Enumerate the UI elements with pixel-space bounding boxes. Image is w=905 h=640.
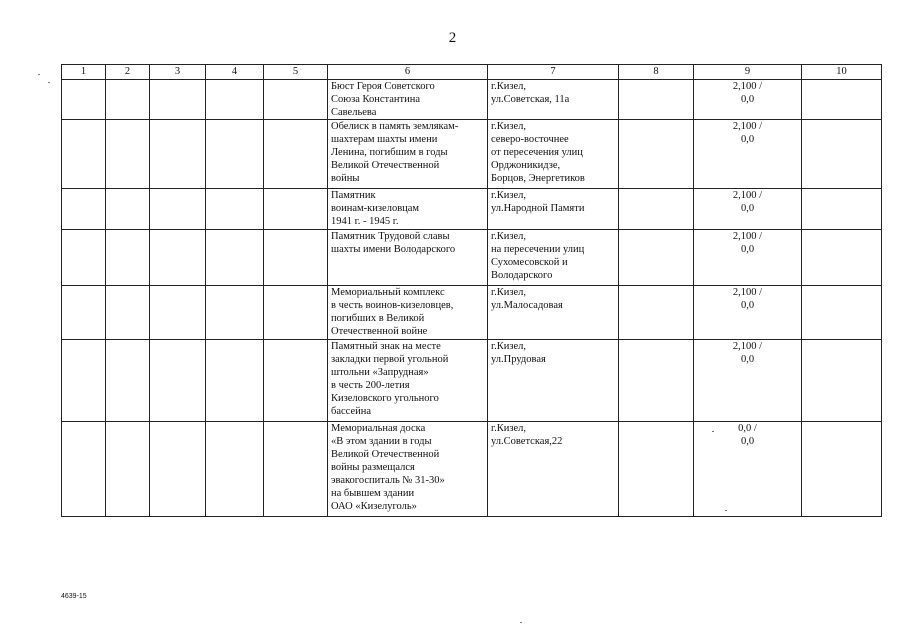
empty-cell (106, 80, 150, 120)
empty-cell (150, 230, 206, 286)
monument-name: Обелиск в память землякам- шахтерам шахты имени Ленина, погибшим в годы Великой Отечественной войны (328, 120, 488, 189)
monument-address: г.Кизел, ул.Малосадовая (488, 286, 619, 340)
empty-cell (264, 80, 328, 120)
scan-speck (48, 82, 50, 83)
empty-cell (150, 120, 206, 189)
empty-cell (264, 120, 328, 189)
column-number-cell: 5 (264, 65, 328, 80)
empty-cell (802, 80, 882, 120)
scan-speck (725, 510, 727, 511)
monument-value: 2,100 / 0,0 (694, 230, 802, 286)
monument-address: г.Кизел, ул.Советская,22 (488, 422, 619, 517)
table-row (62, 189, 882, 230)
empty-cell (206, 80, 264, 120)
empty-cell (619, 286, 694, 340)
empty-cell (264, 189, 328, 230)
monument-value: 2,100 / 0,0 (694, 286, 802, 340)
table-row (62, 286, 882, 340)
empty-cell (150, 422, 206, 517)
monument-value: 0,0 / 0,0 (694, 422, 802, 517)
monuments-table (61, 64, 882, 517)
empty-cell (106, 422, 150, 517)
monument-name: Памятник воинам-кизеловцам 1941 г. - 1945 г. (328, 189, 488, 230)
empty-cell (62, 340, 106, 422)
empty-cell (106, 189, 150, 230)
empty-cell (619, 189, 694, 230)
empty-cell (802, 230, 882, 286)
empty-cell (802, 189, 882, 230)
column-number-cell: 9 (694, 65, 802, 80)
empty-cell (802, 120, 882, 189)
empty-cell (62, 286, 106, 340)
empty-cell (264, 340, 328, 422)
document-code: 4639-15 (61, 593, 87, 600)
column-number-cell: 8 (619, 65, 694, 80)
empty-cell (106, 340, 150, 422)
monument-address: г.Кизел, ул.Прудовая (488, 340, 619, 422)
column-number-cell: 2 (106, 65, 150, 80)
column-number-cell: 1 (62, 65, 106, 80)
empty-cell (619, 340, 694, 422)
monument-name: Памятный знак на месте закладки первой угольной штольни «Запрудная» в честь 200-летия Кизеловского угольного бассейна (328, 340, 488, 422)
empty-cell (62, 422, 106, 517)
empty-cell (62, 230, 106, 286)
empty-cell (802, 286, 882, 340)
empty-cell (206, 340, 264, 422)
monument-value: 2,100 / 0,0 (694, 120, 802, 189)
empty-cell (619, 120, 694, 189)
scan-speck (38, 74, 40, 75)
empty-cell (264, 422, 328, 517)
empty-cell (62, 189, 106, 230)
column-number-cell: 3 (150, 65, 206, 80)
empty-cell (206, 230, 264, 286)
table-row (62, 120, 882, 189)
empty-cell (62, 80, 106, 120)
monument-name: Мемориальный комплекс в честь воинов-кизеловцев, погибших в Великой Отечественной войне (328, 286, 488, 340)
monument-value: 2,100 / 0,0 (694, 189, 802, 230)
table-row (62, 340, 882, 422)
empty-cell (106, 286, 150, 340)
monument-address: г.Кизел, ул.Советская, 11а (488, 80, 619, 120)
monument-name: Мемориальная доска «В этом здании в годы Великой Отечественной войны размещался эвакогоспиталь № 31-30» на бывшем здании ОАО «Кизелуголь» (328, 422, 488, 517)
column-number-cell: 4 (206, 65, 264, 80)
empty-cell (206, 189, 264, 230)
table-row (62, 80, 882, 120)
empty-cell (264, 230, 328, 286)
empty-cell (150, 80, 206, 120)
empty-cell (206, 286, 264, 340)
table-row (62, 230, 882, 286)
empty-cell (150, 286, 206, 340)
empty-cell (619, 422, 694, 517)
empty-cell (206, 120, 264, 189)
column-number-cell: 6 (328, 65, 488, 80)
empty-cell (619, 230, 694, 286)
empty-cell (619, 80, 694, 120)
table-row (62, 422, 882, 517)
empty-cell (150, 340, 206, 422)
column-number-cell: 10 (802, 65, 882, 80)
page-number: 2 (448, 30, 457, 46)
monument-name: Бюст Героя Советского Союза Константина Савельева (328, 80, 488, 120)
monument-name: Памятник Трудовой славы шахты имени Володарского (328, 230, 488, 286)
empty-cell (802, 422, 882, 517)
monument-address: г.Кизел, ул.Народной Памяти (488, 189, 619, 230)
scan-speck (712, 431, 714, 432)
empty-cell (62, 120, 106, 189)
empty-cell (106, 230, 150, 286)
monument-value: 2,100 / 0,0 (694, 80, 802, 120)
column-number-cell: 7 (488, 65, 619, 80)
scan-speck (520, 622, 522, 623)
empty-cell (106, 120, 150, 189)
monument-address: г.Кизел, северо-восточнее от пересечения улиц Орджоникидзе, Борцов, Энергетиков (488, 120, 619, 189)
monument-value: 2,100 / 0,0 (694, 340, 802, 422)
column-number-row (62, 65, 882, 80)
monument-address: г.Кизел, на пересечении улиц Сухомесовской и Володарского (488, 230, 619, 286)
empty-cell (802, 340, 882, 422)
empty-cell (206, 422, 264, 517)
empty-cell (150, 189, 206, 230)
empty-cell (264, 286, 328, 340)
